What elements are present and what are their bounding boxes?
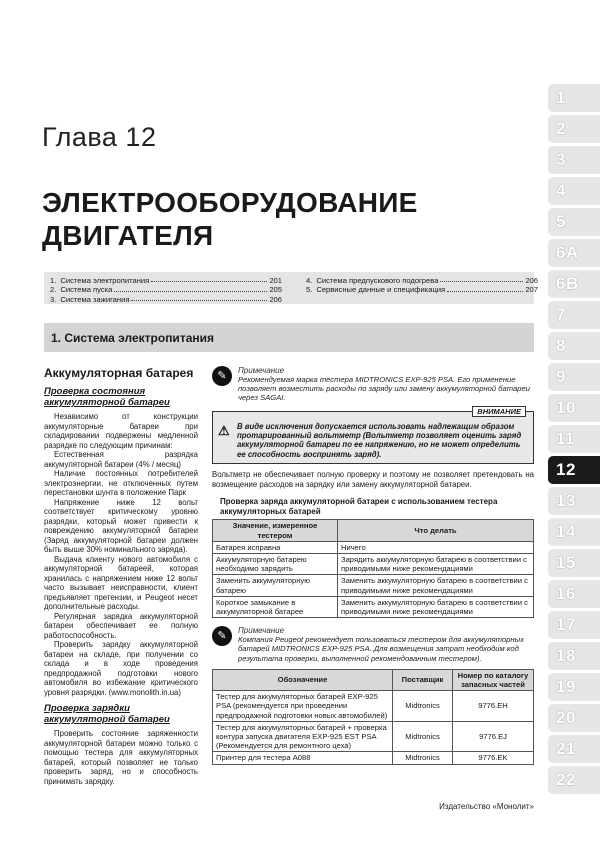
note-1-text: Рекомендуемая марка тестера MIDTRONICS EXP-925 PSA. Его применение позволяет возместить расходы по заряду или замену аккумуляторной батареи через SAGAI. [238, 375, 530, 403]
table-header-cell: Что делать [338, 520, 534, 541]
chapter-tab[interactable]: 3 [548, 146, 600, 174]
note-1-title: Примечание [238, 366, 285, 375]
paragraph: Напряжение ниже 12 вольт соответствует критическому уровню разрядки, который может привести к повреждению аккумуляторной батареи (Заряд аккумуляторной батареи должен быть выше 30% номинального заряда). [44, 497, 198, 554]
table-cell: Заменить аккумуляторную батарею в соответствии с приводимыми ниже рекомендациями [338, 575, 534, 596]
toc-entry-number: 4. [306, 276, 313, 285]
tester-parts-table [212, 669, 534, 765]
paragraph: Естественная разрядка аккумуляторной батареи (4% / месяц) [44, 450, 198, 469]
table-cell: Аккумуляторную батарею необходимо зарядить [213, 554, 338, 575]
toc-dots [440, 276, 523, 282]
toc-entry-label: Система пуска [60, 285, 113, 295]
note-pencil-icon: ✎ [212, 626, 232, 646]
paragraph: Проверить зарядку аккумуляторной батареи на складе, при получении со склада и в ходе проведения предпродажной подготовки нового автомобиля во избежание критического уровня разрядки. (www.monolith.in.ua) [44, 640, 198, 697]
toc-entry-label: Система зажигания [60, 294, 130, 304]
table-header-cell: Обозначение [213, 669, 393, 690]
publisher: Издательство «Монолит» [439, 802, 534, 811]
toc-entry-number: 2. [50, 285, 57, 295]
note-2-title: Примечание [238, 626, 285, 636]
test-results-table [212, 519, 534, 618]
chapter-tab[interactable]: 13 [548, 487, 600, 515]
table-cell: Короткое замыкание в аккумуляторной батарее [213, 596, 338, 617]
paragraph: Выдача клиенту нового автомобиля с аккумуляторной батареей, которая хранилась с напряжением ниже 12 вольт часто вызывает неисправности, клиент предъявляет претензии, и Peugeot несет дополнительные расходы. [44, 554, 198, 611]
table-cell: Midtronics [393, 691, 453, 722]
table-row [213, 541, 534, 553]
toc-entry-label: Система предпускового подогрева [316, 276, 439, 285]
chapter-tab[interactable]: 9 [548, 363, 600, 391]
chapter-tab[interactable]: 10 [548, 394, 600, 422]
table-cell: 9776.EH [453, 691, 534, 722]
toc-entry-number: 1. [50, 276, 57, 285]
table-cell: Ничего [338, 541, 534, 553]
table-of-contents [44, 272, 538, 304]
chapter-tab[interactable]: 14 [548, 518, 600, 546]
toc-entry[interactable] [306, 285, 538, 294]
table-header-cell: Значение, измеренное тестером [213, 520, 338, 541]
chapter-tab[interactable]: 21 [548, 735, 600, 763]
chapter-tab[interactable]: 18 [548, 642, 600, 670]
table-cell: 9776.EJ [453, 721, 534, 752]
toc-entry-page: 201 [269, 276, 282, 285]
table-row [213, 691, 534, 722]
note-2-text: Компания Peugeot рекомендует пользоваться тестером для аккумуляторных батарей MIDTRONICS EXP-925 PSA. Для возмещения затрат необходим код результата проверки, выполненной рекомендованным тестером). [238, 635, 524, 663]
table-cell: Тестер для аккумуляторных батарей + проверка контура запуска двигателя EXP-925 EST PSA (Рекомендуется для ремонтного цеха) [213, 721, 393, 752]
left-column [44, 366, 198, 786]
warning [212, 406, 534, 465]
table-cell: Зарядить аккумуляторную батарею в соответствии с приводимыми ниже рекомендациями [338, 554, 534, 575]
toc-entry[interactable] [50, 295, 282, 304]
note-2 [212, 626, 534, 663]
chapter-tab[interactable]: 6B [548, 270, 600, 298]
chapter-tab[interactable]: 16 [548, 580, 600, 608]
table-cell: Тестер для аккумуляторных батарей EXP-925 PSA (рекомендуется при проведении предпродажной подготовки новых автомобилей) [213, 691, 393, 722]
paragraph: Проверить состояние заряженности аккумуляторной батареи можно только с помощью тестера для аккумуляторных батарей, который позволяет не только проверить заряд, но и способность принимать зарядку. [44, 729, 198, 786]
toc-entry-label: Система электропитания [60, 276, 150, 285]
table-cell: Заменить аккумуляторную батарею [213, 575, 338, 596]
toc-entry-label: Сервисные данные и спецификация [316, 285, 446, 295]
table-cell: Принтер для тестера А088 [213, 752, 393, 764]
paragraph: Регулярная зарядка аккумуляторной батареи обеспечивает ее полную работоспособность. [44, 611, 198, 640]
toc-entry-page: 206 [525, 276, 538, 285]
chapter-tab[interactable]: 19 [548, 673, 600, 701]
toc-dots [114, 285, 267, 291]
toc-dots [131, 295, 267, 301]
chapter-title-line2: ДВИГАТЕЛЯ [42, 220, 214, 251]
chapter-label: Глава 12 [42, 122, 157, 152]
toc-entry-page: 207 [525, 285, 538, 295]
chapter-tab[interactable]: 8 [548, 332, 600, 360]
table-header-cell: Поставщик [393, 669, 453, 690]
table-cell: Заменить аккумуляторную батарею в соответствии с приводимыми ниже рекомендациями [338, 596, 534, 617]
table-cell: Midtronics [393, 721, 453, 752]
table-row [213, 721, 534, 752]
chapter-title-line1: ЭЛЕКТРООБОРУДОВАНИЕ [42, 187, 418, 218]
note-pencil-icon: ✎ [212, 366, 232, 386]
table-cell: Midtronics [393, 752, 453, 764]
toc-entry[interactable] [306, 276, 538, 285]
check-charge-heading: Проверка зарядки аккумуляторной батареи [44, 703, 170, 725]
table-row [213, 752, 534, 764]
paragraph: Независимо от конструкции аккумуляторные батареи при складировании подвержены медленной разрядке по следующим причинам: [44, 412, 198, 450]
chapter-tab[interactable]: 17 [548, 611, 600, 639]
chapter-tab[interactable]: 20 [548, 704, 600, 732]
paragraph: Наличие постоянных потребителей электроэнергии, не отключенных путем перестановки шунта в положение Парк [44, 469, 198, 497]
toc-entry-number: 5. [306, 285, 313, 295]
table-header-cell: Номер по каталогу запасных частей [453, 669, 534, 690]
toc-dots [151, 276, 267, 282]
voltmeter-note: Вольтметр не обеспечивает полную проверку и поэтому не позволяет претендовать на возмещение расходов на зарядку или замену аккумуляторной батареи. [212, 470, 534, 489]
table-cell: Батарея исправна [213, 541, 338, 553]
table-row [213, 575, 534, 596]
toc-entry-number: 3. [50, 294, 57, 304]
chapter-tab[interactable]: 15 [548, 549, 600, 577]
right-column [212, 366, 534, 765]
chapter-tab[interactable]: 7 [548, 301, 600, 329]
check-state-heading: Проверка состояния аккумуляторной батареи [44, 386, 170, 408]
chapter-tab[interactable]: 22 [548, 766, 600, 794]
warning-box [212, 411, 534, 465]
toc-dots [447, 285, 523, 291]
toc-entry[interactable] [50, 276, 282, 285]
chapter-tab[interactable]: 2 [548, 115, 600, 143]
section-title: 1. Система электропитания [44, 323, 534, 352]
chapter-tab[interactable]: 5 [548, 208, 600, 236]
toc-entry-page: 205 [269, 285, 282, 295]
note-1 [212, 366, 534, 403]
warning-icon: ⚠ [218, 422, 230, 438]
chapter-tab[interactable]: 12 [548, 456, 600, 484]
table-row [213, 596, 534, 617]
table-cell: 9776.EK [453, 752, 534, 764]
table-1-caption: Проверка заряда аккумуляторной батареи с использованием тестера аккумуляторных батарей [220, 497, 498, 516]
chapter-tab[interactable]: 4 [548, 177, 600, 205]
chapter-title [42, 186, 418, 252]
toc-entry-page: 206 [269, 294, 282, 304]
chapter-tab[interactable]: 6A [548, 239, 600, 267]
toc-entry[interactable] [50, 285, 282, 294]
warning-badge: ВНИМАНИЕ [472, 406, 526, 417]
chapter-tab[interactable]: 11 [548, 425, 600, 453]
battery-heading: Аккумуляторная батарея [44, 366, 194, 380]
warning-text: В виде исключения допускается использовать надлежащим образом протарированный вольтметр (Вольтметр позволяет оценить заряд аккумуляторной батареи по ее напряжению, но не может определить ее способность воспринять заряд). [237, 421, 522, 459]
table-row [213, 554, 534, 575]
chapter-tab[interactable]: 1 [548, 84, 600, 112]
